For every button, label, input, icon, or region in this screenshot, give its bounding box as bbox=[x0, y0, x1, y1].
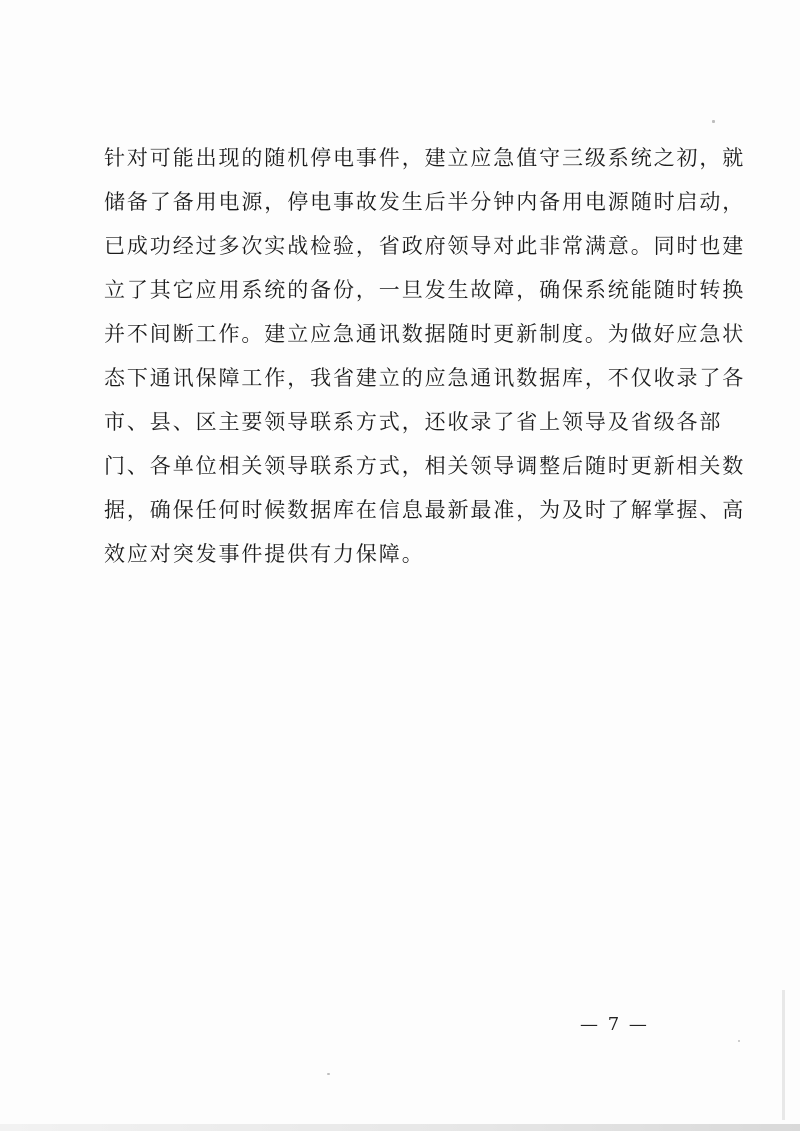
scan-speck bbox=[738, 1040, 740, 1042]
paragraph-line: 市、县、区主要领导联系方式，还收录了省上领导及省级各部 bbox=[104, 410, 723, 434]
paragraph-line: 已成功经过多次实战检验，省政府领导对此非常满意。同时也建 bbox=[104, 234, 746, 258]
paragraph-line: 据，确保任何时候数据库在信息最新最准，为及时了解掌握、高 bbox=[104, 498, 746, 522]
paragraph-line: 并不间断工作。建立应急通讯数据随时更新制度。为做好应急状 bbox=[104, 322, 746, 346]
scan-bottom-edge bbox=[0, 1124, 800, 1131]
paragraph-line: 门、各单位相关领导联系方式，相关领导调整后随时更新相关数 bbox=[104, 454, 746, 478]
paragraph-line: 效应对突发事件提供有力保障。 bbox=[104, 542, 425, 566]
paragraph-line: 态下通讯保障工作，我省建立的应急通讯数据库，不仅收录了各 bbox=[104, 366, 746, 390]
scan-edge-shadow bbox=[782, 990, 785, 1120]
scan-speck bbox=[712, 120, 715, 123]
scan-speck bbox=[327, 1073, 330, 1075]
body-paragraph bbox=[104, 136, 746, 576]
paragraph-line: 立了其它应用系统的备份，一旦发生故障，确保系统能随时转换 bbox=[104, 278, 746, 302]
page-number: — 7 — bbox=[580, 1014, 649, 1035]
paragraph-line: 储备了备用电源，停电事故发生后半分钟内备用电源随时启动， bbox=[104, 190, 746, 214]
paragraph-line: 针对可能出现的随机停电事件，建立应急值守三级系统之初，就 bbox=[104, 146, 746, 170]
